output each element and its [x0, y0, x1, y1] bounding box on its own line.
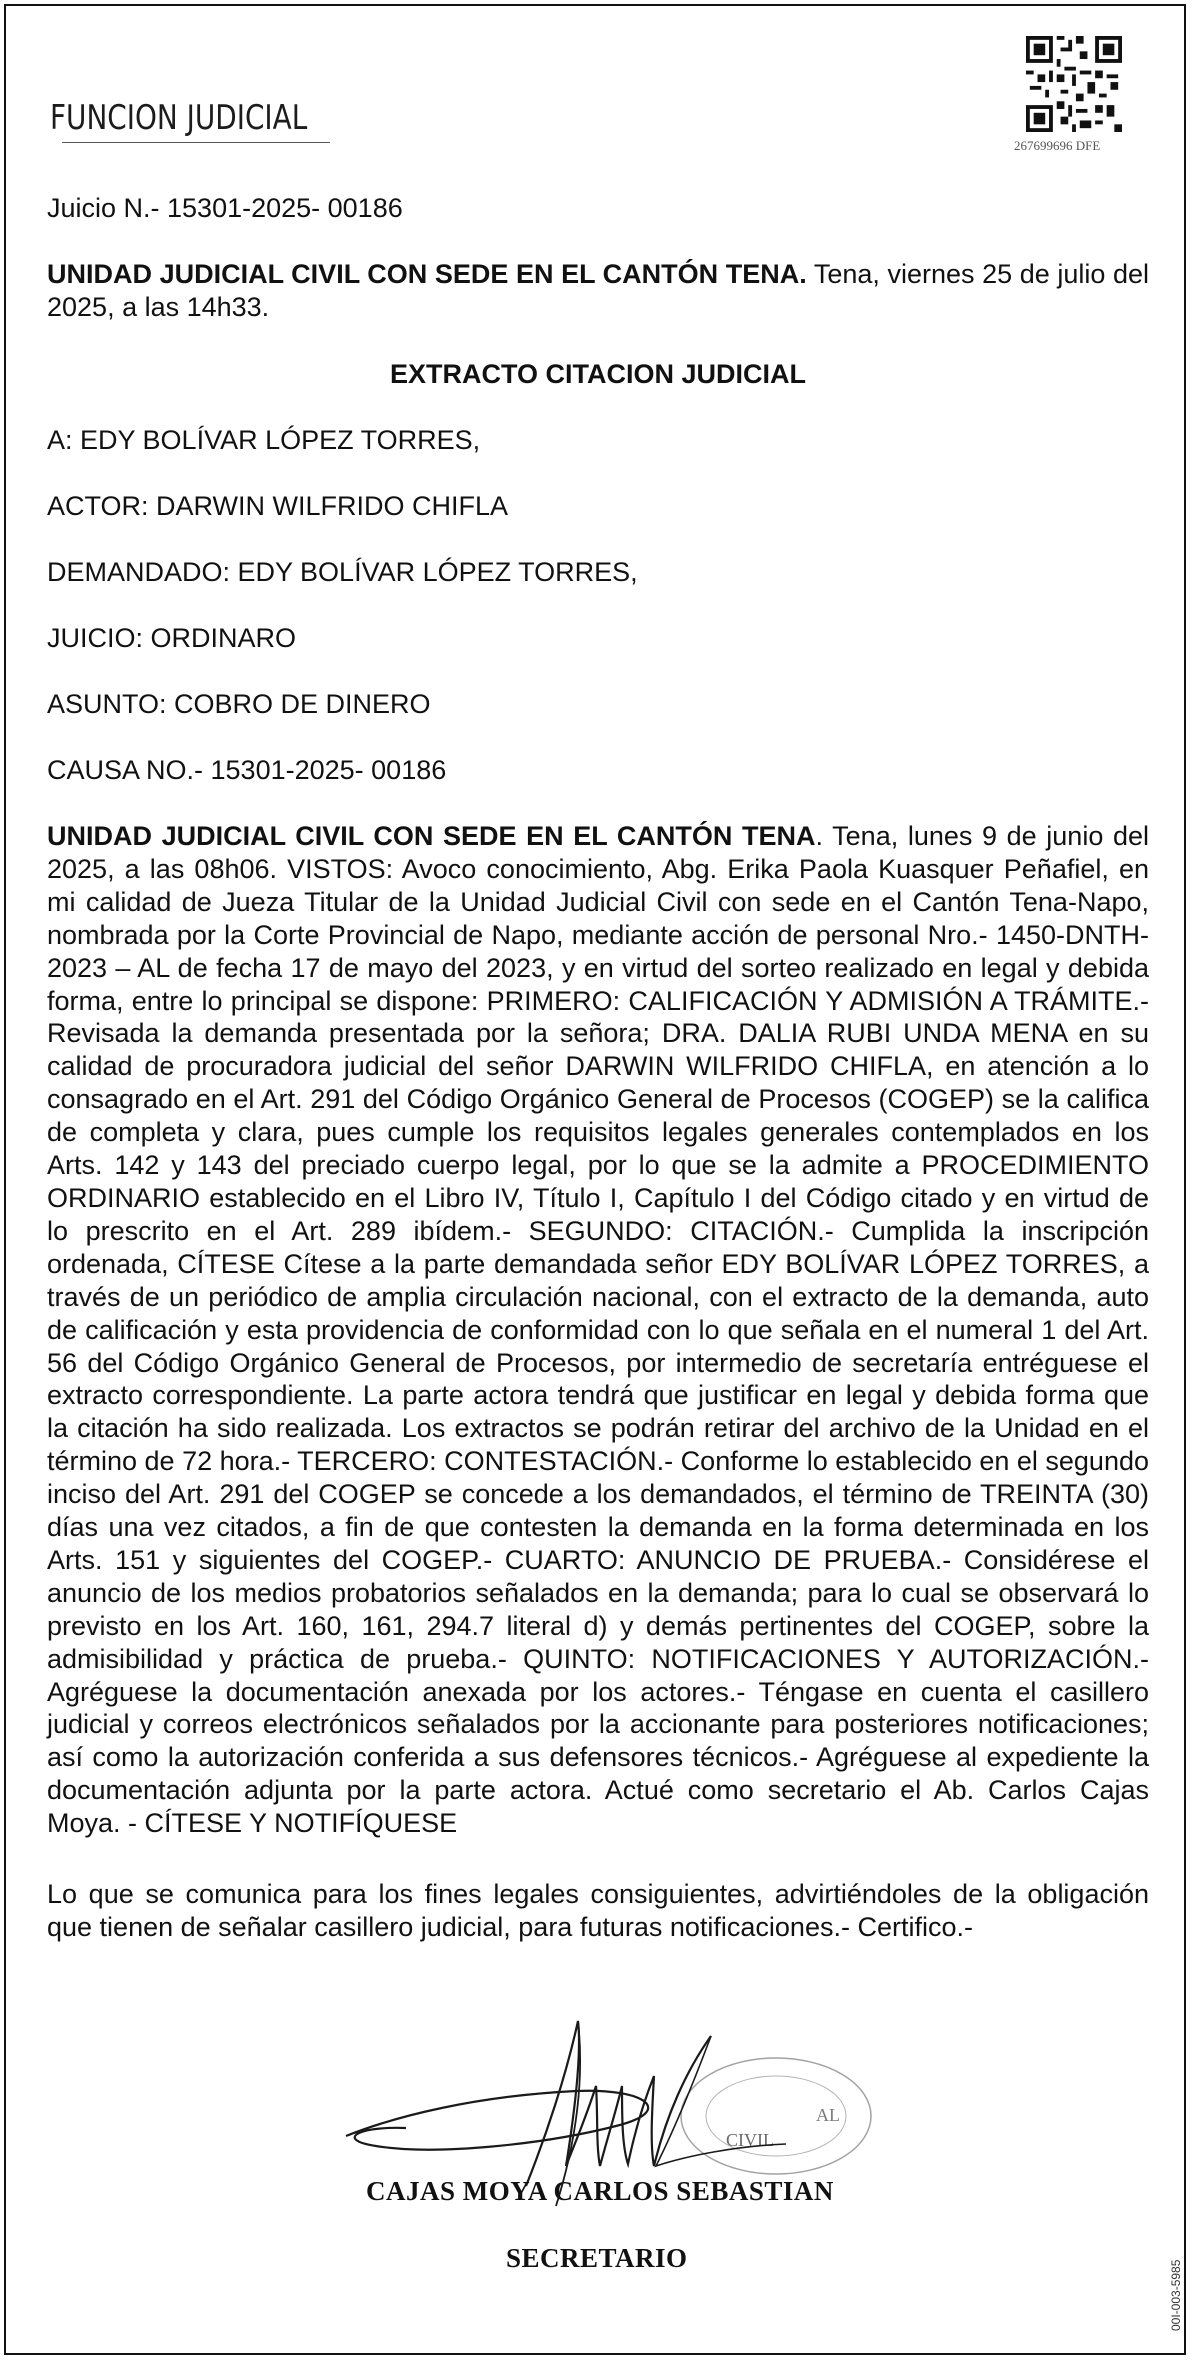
- qr-code-caption: 267699696 DFE: [1014, 138, 1101, 153]
- signatory-name: CAJAS MOYA CARLOS SEBASTIAN: [366, 2176, 834, 2206]
- document-page: [4, 4, 1186, 2355]
- signatory-title: SECRETARIO: [506, 2243, 688, 2273]
- document-body: [47, 192, 1149, 1944]
- body-unit-name: UNIDAD JUDICIAL CIVIL CON SEDE EN EL CANTÓN TENA: [47, 821, 816, 851]
- qr-code-icon: [1026, 36, 1122, 132]
- intro-paragraph: [47, 258, 1149, 324]
- field-defendant: DEMANDADO: EDY BOLÍVAR LÓPEZ TORRES,: [47, 557, 638, 587]
- body-paragraph: [47, 820, 1149, 1840]
- field-trial: JUICIO: ORDINARO: [47, 623, 297, 653]
- intro-unit-name: UNIDAD JUDICIAL CIVIL CON SEDE EN EL CANTÓN TENA.: [47, 259, 807, 289]
- intro-date: Tena, viernes 25 de julio del 2025, a las 14h33.: [47, 259, 1150, 322]
- case-number-line: Juicio N.- 15301-2025- 00186: [47, 193, 403, 223]
- side-reference-code: 00I-003-5985: [1169, 2259, 1183, 2331]
- document-title: EXTRACTO CITACION JUDICIAL: [389, 359, 806, 389]
- stamp-text: CIVIL: [726, 2130, 774, 2150]
- field-subject: ASUNTO: COBRO DE DINERO: [47, 689, 431, 719]
- field-actor: ACTOR: DARWIN WILFRIDO CHIFLA: [47, 491, 509, 521]
- body-text: . Tena, lunes 9 de junio del 2025, a las 08h06. VISTOS: Avoco conocimiento, Abg. Erika Paola Kuasquer Peñafiel, en mi calidad de Jueza Titular de la Unidad Judicial Civil con sede en el Cantón Tena-Napo, nombrada por la Corte Provincial de Napo, mediante acción de personal Nro.- 1450-DNTH-2023 – AL de fecha 17 de mayo del 2023, y en virtud del sorteo realizado en legal y debida forma, entre lo principal se dispone: PRIMERO: CALIFICACIÓN Y ADMISIÓN A TRÁMITE.- Revisada la demanda presentada por la señora; DRA. DALIA RUBI UNDA MENA en su calidad de procuradora judicial del señor DARWIN WILFRIDO CHIFLA, en atención a lo consagrado en el Art. 291 del Código Orgánico General de Procesos (COGEP) se la califica de completa y clara, pues cumple los requisitos legales generales contemplados en los Arts. 142 y 143 del preciado cuerpo legal, por lo que se la admite a PROCEDIMIENTO ORDINARIO establecido en el Libro IV, Título I, Capítulo I del Código citado y en virtud de lo prescrito en el Art. 289 ibídem.- SEGUNDO: CITACIÓN.- Cumplida la inscripción ordenada, CÍTESE Cítese a la parte demandada señor EDY BOLÍVAR LÓPEZ TORRES, a través de un periódico de amplia circulación nacional, con el extracto de la demanda, auto de calificación y esta providencia de conformidad con lo que señala en el numeral 1 del Art. 56 del Código Orgánico General de Procesos, por intermedio de secretaría entréguese el extracto correspondiente. La parte actora tendrá que justificar en legal y debida forma que la citación ha sido realizada. Los extractos se podrán retirar del archivo de la Unidad en el término de 72 hora.- TERCERO: CONTESTACIÓN.- Conforme lo establecido en el segundo inciso del Art. 291 del COGEP se concede a los demandados, el término de TREINTA (30) días una vez citados, a fin de que contesten la demanda en la forma determinada en los Arts. 151 y siguientes del COGEP.- CUARTO: ANUNCIO DE PRUEBA.- Considérese el anuncio de los medios probatorios señalados en la demanda; para lo cual se observará lo previsto en los Art. 160, 161, 294.7 literal d) y demás pertinentes del COGEP, sobre la admisibilidad y práctica de prueba.- QUINTO: NOTIFICACIONES Y AUTORIZACIÓN.- Agréguese la documentación anexada por los actores.- Téngase en cuenta el casillero judicial y correos electrónicos señalados por la accionante para posteriores notificaciones; así como la autorización conferida a sus defensores técnicos.- Agréguese al expediente la documentación adjunta por la parte actora. Actué como secretario el Ab. Carlos Cajas Moya. - CÍTESE Y NOTIFÍQUESE: [47, 821, 1149, 1839]
- field-recipient: A: EDY BOLÍVAR LÓPEZ TORRES,: [47, 425, 481, 455]
- funcion-judicial-logo: [50, 98, 364, 143]
- svg-text:AL: AL: [816, 2105, 840, 2125]
- field-cause-number: CAUSA NO.- 15301-2025- 00186: [47, 755, 447, 785]
- closing-paragraph: Lo que se comunica para los fines legales consiguientes, advirtiéndoles de la obligación que tienen de señalar casillero judicial, para futuras notificaciones.- Certifico.-: [47, 1879, 1149, 1943]
- logo-text: FUNCION JUDICIAL: [50, 98, 308, 138]
- logo-underline: [62, 142, 330, 143]
